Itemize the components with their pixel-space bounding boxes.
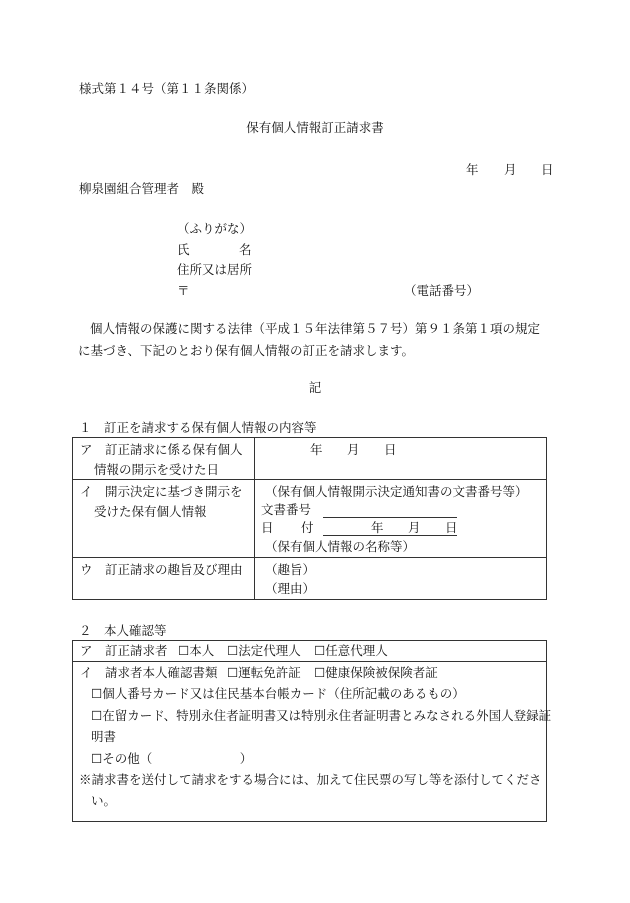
section1-row-purpose-reason bbox=[73, 558, 547, 600]
row2b-label: イ 請求者本人確認書類 bbox=[80, 665, 218, 680]
checkbox-health-insurance[interactable]: ☐健康保険被保険者証 bbox=[314, 665, 438, 680]
row-b-date-label-tsuke: 付 bbox=[301, 520, 314, 535]
row-b-date-underline[interactable] bbox=[323, 535, 457, 536]
row2b-cell bbox=[73, 662, 552, 822]
form-number: 様式第１４号（第１１条関係） bbox=[79, 81, 255, 96]
section2-row-id-documents bbox=[73, 662, 547, 822]
name-label-shi: 氏 bbox=[177, 242, 190, 257]
row-b-value-cell[interactable] bbox=[255, 480, 547, 558]
row-a-year-label: 年 bbox=[310, 442, 323, 457]
name-label-mei: 名 bbox=[239, 242, 252, 257]
checkbox-voluntary-representative[interactable]: ☐任意代理人 bbox=[314, 643, 388, 658]
row-b-label-cell bbox=[73, 480, 255, 558]
row-c-label-cell bbox=[73, 558, 255, 600]
phone-label: （電話番号） bbox=[404, 283, 480, 298]
checkbox-legal-representative[interactable]: ☐法定代理人 bbox=[227, 643, 301, 658]
section1-heading: １ 訂正を請求する保有個人情報の内容等 bbox=[79, 420, 317, 435]
section1-row-disclosed-info bbox=[73, 480, 547, 558]
row2a-label: ア 訂正請求者 bbox=[80, 643, 168, 658]
residence-card-continuation: 明書 bbox=[91, 729, 117, 744]
row-c-value-cell[interactable] bbox=[255, 558, 547, 600]
row-b-info-name: （保有個人情報の名称等） bbox=[265, 539, 416, 554]
row-b-month-label: 月 bbox=[408, 520, 421, 535]
date-day-label: 日 bbox=[541, 162, 554, 177]
row-a-value-cell[interactable] bbox=[255, 438, 547, 480]
section1-row-disclosure-date bbox=[73, 438, 547, 480]
checkbox-other[interactable]: ☐その他（ ） bbox=[91, 751, 253, 766]
checkbox-my-number-card[interactable]: ☐個人番号カード又は住民基本台帳カード（住所記載のあるもの） bbox=[91, 686, 465, 701]
doc-number-underline[interactable] bbox=[323, 517, 457, 518]
ki-label: 記 bbox=[308, 380, 322, 395]
doc-number-label: 文書番号 bbox=[261, 502, 312, 517]
row-b-date-label-hi: 日 bbox=[261, 520, 274, 535]
postal-mark: 〒 bbox=[177, 283, 190, 298]
row-a-label-line1: ア 訂正請求に係る保有個人 bbox=[80, 442, 243, 457]
mail-note-line2: い。 bbox=[91, 793, 117, 808]
checkbox-drivers-license[interactable]: ☐運転免許証 bbox=[227, 665, 301, 680]
row-b-day-label: 日 bbox=[445, 520, 458, 535]
row-b-note: （保有個人情報開示決定通知書の文書番号等） bbox=[265, 484, 528, 499]
section2-row-requester-type bbox=[73, 641, 547, 662]
row-c-reason-label: （理由） bbox=[265, 581, 316, 596]
row-b-label-line1: イ 開示決定に基づき開示を bbox=[80, 484, 243, 499]
date-year-label: 年 bbox=[466, 162, 479, 177]
date-month-label: 月 bbox=[504, 162, 517, 177]
section1-table bbox=[72, 437, 547, 600]
row-b-year-label: 年 bbox=[371, 520, 384, 535]
mail-note-line1: ※請求書を送付して請求をする場合には、加えて住民票の写し等を添付してくださ bbox=[79, 772, 542, 787]
row-a-day-label: 日 bbox=[384, 442, 397, 457]
furigana-label: （ふりがな） bbox=[177, 221, 253, 236]
section2-heading: ２ 本人確認等 bbox=[79, 623, 167, 638]
row2a-cell bbox=[73, 641, 547, 662]
addressee: 柳泉園組合管理者 殿 bbox=[79, 181, 205, 196]
row-c-label: ウ 訂正請求の趣旨及び理由 bbox=[80, 562, 243, 577]
intro-paragraph: 個人情報の保護に関する法律（平成１５年法律第５７号）第９１条第１項の規定に基づき、下記のとおり保有個人情報の訂正を請求します。 bbox=[78, 321, 541, 358]
row-b-label-line2: 受けた保有個人情報 bbox=[94, 504, 207, 519]
document-title: 保有個人情報訂正請求書 bbox=[246, 120, 384, 135]
row-a-label-cell bbox=[73, 438, 255, 480]
checkbox-self[interactable]: ☐本人 bbox=[178, 643, 215, 658]
address-label: 住所又は居所 bbox=[177, 262, 253, 277]
checkbox-residence-card[interactable]: ☐在留カード、特別永住者証明書又は特別永住者証明書とみなされる外国人登録証 bbox=[91, 708, 552, 723]
row-a-label-line2: 情報の開示を受けた日 bbox=[94, 462, 220, 477]
section2-table bbox=[72, 640, 552, 822]
row-a-month-label: 月 bbox=[347, 442, 360, 457]
row-c-purpose-label: （趣旨） bbox=[265, 562, 316, 577]
